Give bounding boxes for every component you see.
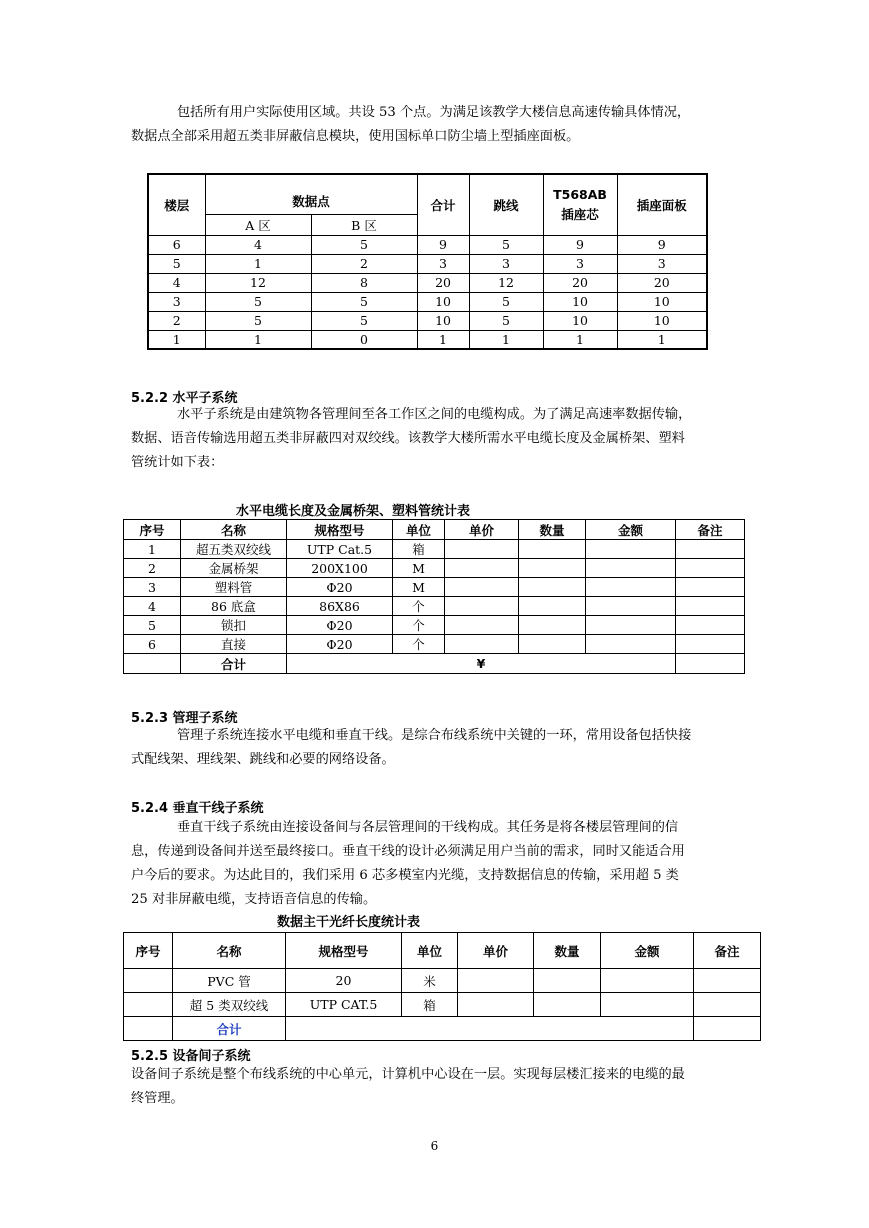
intro-line-2: 数据点全部采用超五类非屏蔽信息模块，使用国标单口防尘墙上型插座面板。 [131, 129, 580, 144]
table-cell: 金属桥架 [181, 559, 287, 578]
header-total: 合计 [417, 174, 469, 235]
section-524-paragraph [131, 816, 741, 912]
table3-header-cell: 名称 [173, 933, 286, 969]
table-cell [676, 616, 745, 635]
table-cell [586, 540, 676, 559]
table-cell [458, 969, 534, 993]
table-cell [445, 578, 519, 597]
table-cell [445, 540, 519, 559]
table2-title: 水平电缆长度及金属桥架、塑料管统计表 [236, 504, 471, 519]
section-523-paragraph [131, 724, 741, 772]
table-cell [445, 559, 519, 578]
section-525-paragraph [131, 1063, 741, 1111]
table-cell: 5 [469, 235, 543, 254]
section-524-line-2: 息，传递到设备间并送至最终接口。垂直干线的设计必须满足用户当前的需求，同时又能适合用 [131, 844, 685, 859]
table3-header-cell: 单位 [402, 933, 458, 969]
table2-header-cell: 数量 [519, 520, 586, 540]
cable-statistics-table [123, 519, 745, 674]
table-cell [519, 635, 586, 654]
table-cell: 2 [148, 311, 205, 330]
header-zone-a: A 区 [205, 214, 311, 235]
section-522-line-1: 水平子系统是由建筑物各管理间至各工作区之间的电缆构成。为了满足高速率数据传输， [177, 407, 692, 422]
section-524-line-4: 25 对非屏蔽电缆，支持语音信息的传输。 [131, 892, 377, 907]
table-cell: UTP Cat.5 [287, 540, 393, 559]
table-cell [534, 993, 601, 1017]
table-cell: 4 [148, 273, 205, 292]
header-data-points: 数据点 [205, 174, 417, 214]
table-cell: 3 [469, 254, 543, 273]
table-cell [601, 969, 694, 993]
table-cell: 超五类双绞线 [181, 540, 287, 559]
table2-total-blank [124, 654, 181, 674]
table-cell: Φ20 [287, 635, 393, 654]
table3-total-label: 合计 [173, 1017, 286, 1041]
table2-header-cell: 备注 [676, 520, 745, 540]
table-cell [586, 616, 676, 635]
table2-header-cell: 单位 [393, 520, 445, 540]
table-row [124, 597, 745, 616]
table-cell: 9 [543, 235, 617, 254]
table-row [148, 330, 707, 349]
table-cell: M [393, 578, 445, 597]
table-row [148, 311, 707, 330]
table-cell: 10 [543, 292, 617, 311]
table-cell: 10 [543, 311, 617, 330]
table-cell [676, 559, 745, 578]
table-cell: 8 [311, 273, 417, 292]
table-cell: 10 [617, 292, 707, 311]
table-cell [445, 616, 519, 635]
table-cell: 6 [148, 235, 205, 254]
table-row [124, 616, 745, 635]
table2-header-cell: 金额 [586, 520, 676, 540]
section-525-line-1: 设备间子系统是整个布线系统的中心单元，计算机中心设在一层。实现每层楼汇接来的电缆的最 [131, 1067, 685, 1082]
table-cell: 3 [417, 254, 469, 273]
table-cell [519, 559, 586, 578]
table-cell: UTP CAT.5 [286, 993, 402, 1017]
header-floor: 楼层 [148, 174, 205, 235]
table-cell [519, 540, 586, 559]
section-524-line-1: 垂直干线子系统由连接设备间与各层管理间的干线构成。其任务是将各楼层管理间的信 [177, 820, 679, 835]
table-cell: 1 [469, 330, 543, 349]
section-524-line-3: 户今后的要求。为达此目的，我们采用 6 芯多模室内光缆，支持数据信息的传输，采用超 5 类 [131, 868, 679, 883]
header-t568-line2: 插座芯 [561, 206, 599, 222]
table-cell: 箱 [402, 993, 458, 1017]
table3-header-cell: 规格型号 [286, 933, 402, 969]
table-cell: 5 [124, 616, 181, 635]
table-cell: 5 [311, 235, 417, 254]
table-row [148, 292, 707, 311]
data-points-table [147, 173, 708, 350]
table2-header-cell: 序号 [124, 520, 181, 540]
table3-total-value [286, 1017, 694, 1041]
table2-total-label: 合计 [181, 654, 287, 674]
table-row [124, 540, 745, 559]
table-cell: 1 [124, 540, 181, 559]
table-cell [694, 969, 761, 993]
table-cell: 12 [469, 273, 543, 292]
table-cell [458, 993, 534, 1017]
section-522-line-2: 数据、语音传输选用超五类非屏蔽四对双绞线。该教学大楼所需水平电缆长度及金属桥架、塑料 [131, 431, 685, 446]
table3-total-blank [124, 1017, 173, 1041]
table-cell: 20 [417, 273, 469, 292]
table-cell: 米 [402, 969, 458, 993]
table-cell: 锁扣 [181, 616, 287, 635]
section-523-heading: 5.2.3 管理子系统 [131, 711, 238, 726]
table-cell: 200X100 [287, 559, 393, 578]
table-cell: 1 [148, 330, 205, 349]
table-cell: 4 [124, 597, 181, 616]
section-522-paragraph [131, 403, 741, 475]
table-cell: 4 [205, 235, 311, 254]
table2-total-value: ¥ [287, 654, 676, 674]
table-row [124, 993, 761, 1017]
table-cell [445, 597, 519, 616]
table-cell: 20 [286, 969, 402, 993]
table-cell: 5 [311, 292, 417, 311]
table-cell [676, 635, 745, 654]
table-row [124, 578, 745, 597]
table-cell: 6 [124, 635, 181, 654]
table-cell: 箱 [393, 540, 445, 559]
table3-header-cell: 序号 [124, 933, 173, 969]
table-cell: 3 [124, 578, 181, 597]
table-cell [601, 993, 694, 1017]
header-panel: 插座面板 [617, 174, 707, 235]
section-523-line-2: 式配线架、理线架、跳线和必要的网络设备。 [131, 752, 395, 767]
table-cell: 超 5 类双绞线 [173, 993, 286, 1017]
table-cell: 5 [469, 311, 543, 330]
intro-line-1: 包括所有用户实际使用区域。共设 53 个点。为满足该教学大楼信息高速传输具体情况， [177, 105, 691, 120]
section-525-heading: 5.2.5 设备间子系统 [131, 1049, 251, 1064]
section-522-line-3: 管统计如下表： [131, 455, 224, 470]
table-cell: 1 [205, 330, 311, 349]
table-cell: 20 [617, 273, 707, 292]
table-row [124, 969, 761, 993]
intro-paragraph [131, 101, 741, 149]
table-row [148, 235, 707, 254]
table-cell: 塑料管 [181, 578, 287, 597]
table-cell: 3 [543, 254, 617, 273]
table-cell [586, 635, 676, 654]
table-cell [124, 969, 173, 993]
table2-total-notes [676, 654, 745, 674]
section-523-line-1: 管理子系统连接水平电缆和垂直干线。是综合布线系统中关键的一环，常用设备包括快接 [177, 728, 692, 743]
table-cell: 5 [148, 254, 205, 273]
table-cell: 3 [617, 254, 707, 273]
page-number: 6 [430, 1139, 439, 1153]
table-cell [124, 993, 173, 1017]
table-cell: PVC 管 [173, 969, 286, 993]
table-cell: 10 [617, 311, 707, 330]
table-row [148, 273, 707, 292]
table-cell: 直接 [181, 635, 287, 654]
section-524-heading: 5.2.4 垂直干线子系统 [131, 801, 264, 816]
table-cell: 5 [205, 311, 311, 330]
table-cell: 1 [205, 254, 311, 273]
table-cell: 10 [417, 311, 469, 330]
table-cell [586, 597, 676, 616]
header-jumper: 跳线 [469, 174, 543, 235]
table3-header-cell: 单价 [458, 933, 534, 969]
section-522-heading: 5.2.2 水平子系统 [131, 391, 238, 406]
table-cell: 9 [417, 235, 469, 254]
table-cell: 5 [205, 292, 311, 311]
table-cell: 1 [543, 330, 617, 349]
table-cell: 5 [469, 292, 543, 311]
table-cell: 9 [617, 235, 707, 254]
table-cell: 1 [417, 330, 469, 349]
header-zone-b: B 区 [311, 214, 417, 235]
table-cell: 2 [124, 559, 181, 578]
table-cell: 3 [148, 292, 205, 311]
table-cell [445, 635, 519, 654]
table-cell: M [393, 559, 445, 578]
table-cell: 20 [543, 273, 617, 292]
table-row [148, 254, 707, 273]
table3-header-cell: 数量 [534, 933, 601, 969]
table2-header-cell: 规格型号 [287, 520, 393, 540]
table-cell: 86 底盒 [181, 597, 287, 616]
table-cell: 86X86 [287, 597, 393, 616]
table-row [124, 559, 745, 578]
table-cell: 10 [417, 292, 469, 311]
table-cell: 0 [311, 330, 417, 349]
table-cell: 1 [617, 330, 707, 349]
table3-header-cell: 备注 [694, 933, 761, 969]
table2-header-cell: 名称 [181, 520, 287, 540]
table-cell: 12 [205, 273, 311, 292]
table-cell: 5 [311, 311, 417, 330]
table-cell [519, 597, 586, 616]
table3-total-notes [694, 1017, 761, 1041]
table-cell [519, 616, 586, 635]
table-cell: 2 [311, 254, 417, 273]
table3-header-cell: 金额 [601, 933, 694, 969]
table-cell [676, 540, 745, 559]
table-cell [676, 597, 745, 616]
table-cell: Φ20 [287, 578, 393, 597]
table-cell: 个 [393, 597, 445, 616]
table-cell [694, 993, 761, 1017]
table-cell [586, 578, 676, 597]
table-row [124, 635, 745, 654]
header-t568 [543, 174, 617, 235]
table-cell: Φ20 [287, 616, 393, 635]
table-cell [676, 578, 745, 597]
section-525-line-2: 终管理。 [131, 1091, 184, 1106]
table-cell [519, 578, 586, 597]
table-cell [586, 559, 676, 578]
table3-title: 数据主干光纤长度统计表 [277, 915, 421, 930]
table-cell: 个 [393, 635, 445, 654]
table-cell: 个 [393, 616, 445, 635]
header-t568-line1: T568AB [553, 186, 607, 202]
table2-header-cell: 单价 [445, 520, 519, 540]
fiber-statistics-table [123, 932, 761, 1041]
table-cell [534, 969, 601, 993]
